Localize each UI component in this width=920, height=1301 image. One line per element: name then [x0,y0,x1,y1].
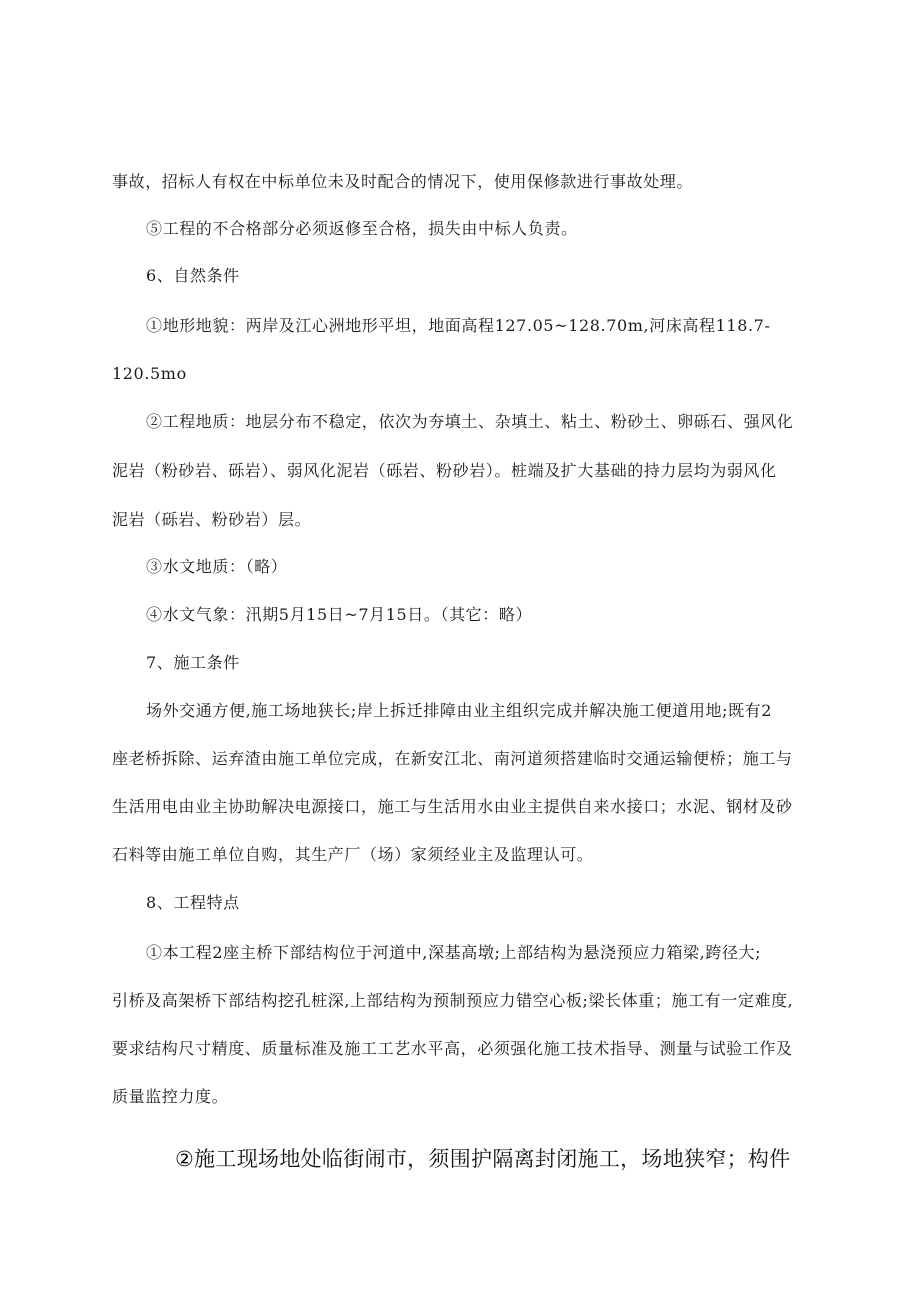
section-heading: 7、施工条件 [146,653,240,672]
text-line: ②工程地质：地层分布不稳定，依次为夯填土、杂填土、粘土、粉砂土、卵砾石、强风化 [146,412,794,431]
large-text-line: ②施工现场地处临街闹市，须围护隔离封闭施工，场地狭窄；构件 [175,1147,791,1171]
text-line: 生活用电由业主协助解决电源接口，施工与生活用水由业主提供自来水接口；水泥、钢材及砂 [112,797,793,816]
text-line: ⑤工程的不合格部分必须返修至合格，损失由中标人负责。 [146,219,578,238]
text-line: ①地形地貌：两岸及江心洲地形平坦，地面高程127.05~128.70m,河床高程118.7- [146,316,771,335]
text-line: 质量监控力度。 [112,1087,229,1106]
text-line: 座老桥拆除、运弃渣由施工单位完成，在新安江北、南河道须搭建临时交通运输便桥；施工与 [112,749,793,768]
text-line: 120.5mo [112,364,187,383]
section-heading: 6、自然条件 [146,266,240,285]
text-line: 要求结构尺寸精度、质量标准及施工工艺水平高，必须强化施工技术指导、测量与试验工作及 [112,1039,793,1058]
text-line: ④水文气象：汛期5月15日~7月15日。（其它：略） [146,605,533,624]
text-line: ①本工程2座主桥下部结构位于河道中,深基高墩;上部结构为悬浇预应力箱梁,跨径大; [146,943,762,962]
section-heading: 8、工程特点 [146,893,240,912]
text-line: ③水文地质：（略） [146,557,288,576]
text-line: 泥岩（粉砂岩、砾岩）、弱风化泥岩（砾岩、粉砂岩）。桩端及扩大基础的持力层均为弱风化 [112,461,777,480]
text-line: 场外交通方便,施工场地狭长;岸上拆迁排障由业主组织完成并解决施工便道用地;既有2 [146,701,773,720]
text-line: 石料等由施工单位自购，其生产厂（场）家须经业主及监理认可。 [112,845,594,864]
text-line: 事故，招标人有权在中标单位未及时配合的情况下，使用保修款进行事故处理。 [112,172,694,191]
text-line: 引桥及高架桥下部结构挖孔桩深,上部结构为预制预应力错空心板;梁长体重；施工有一定难度, [112,991,794,1010]
text-line: 泥岩（砾岩、粉砂岩）层。 [112,510,312,529]
